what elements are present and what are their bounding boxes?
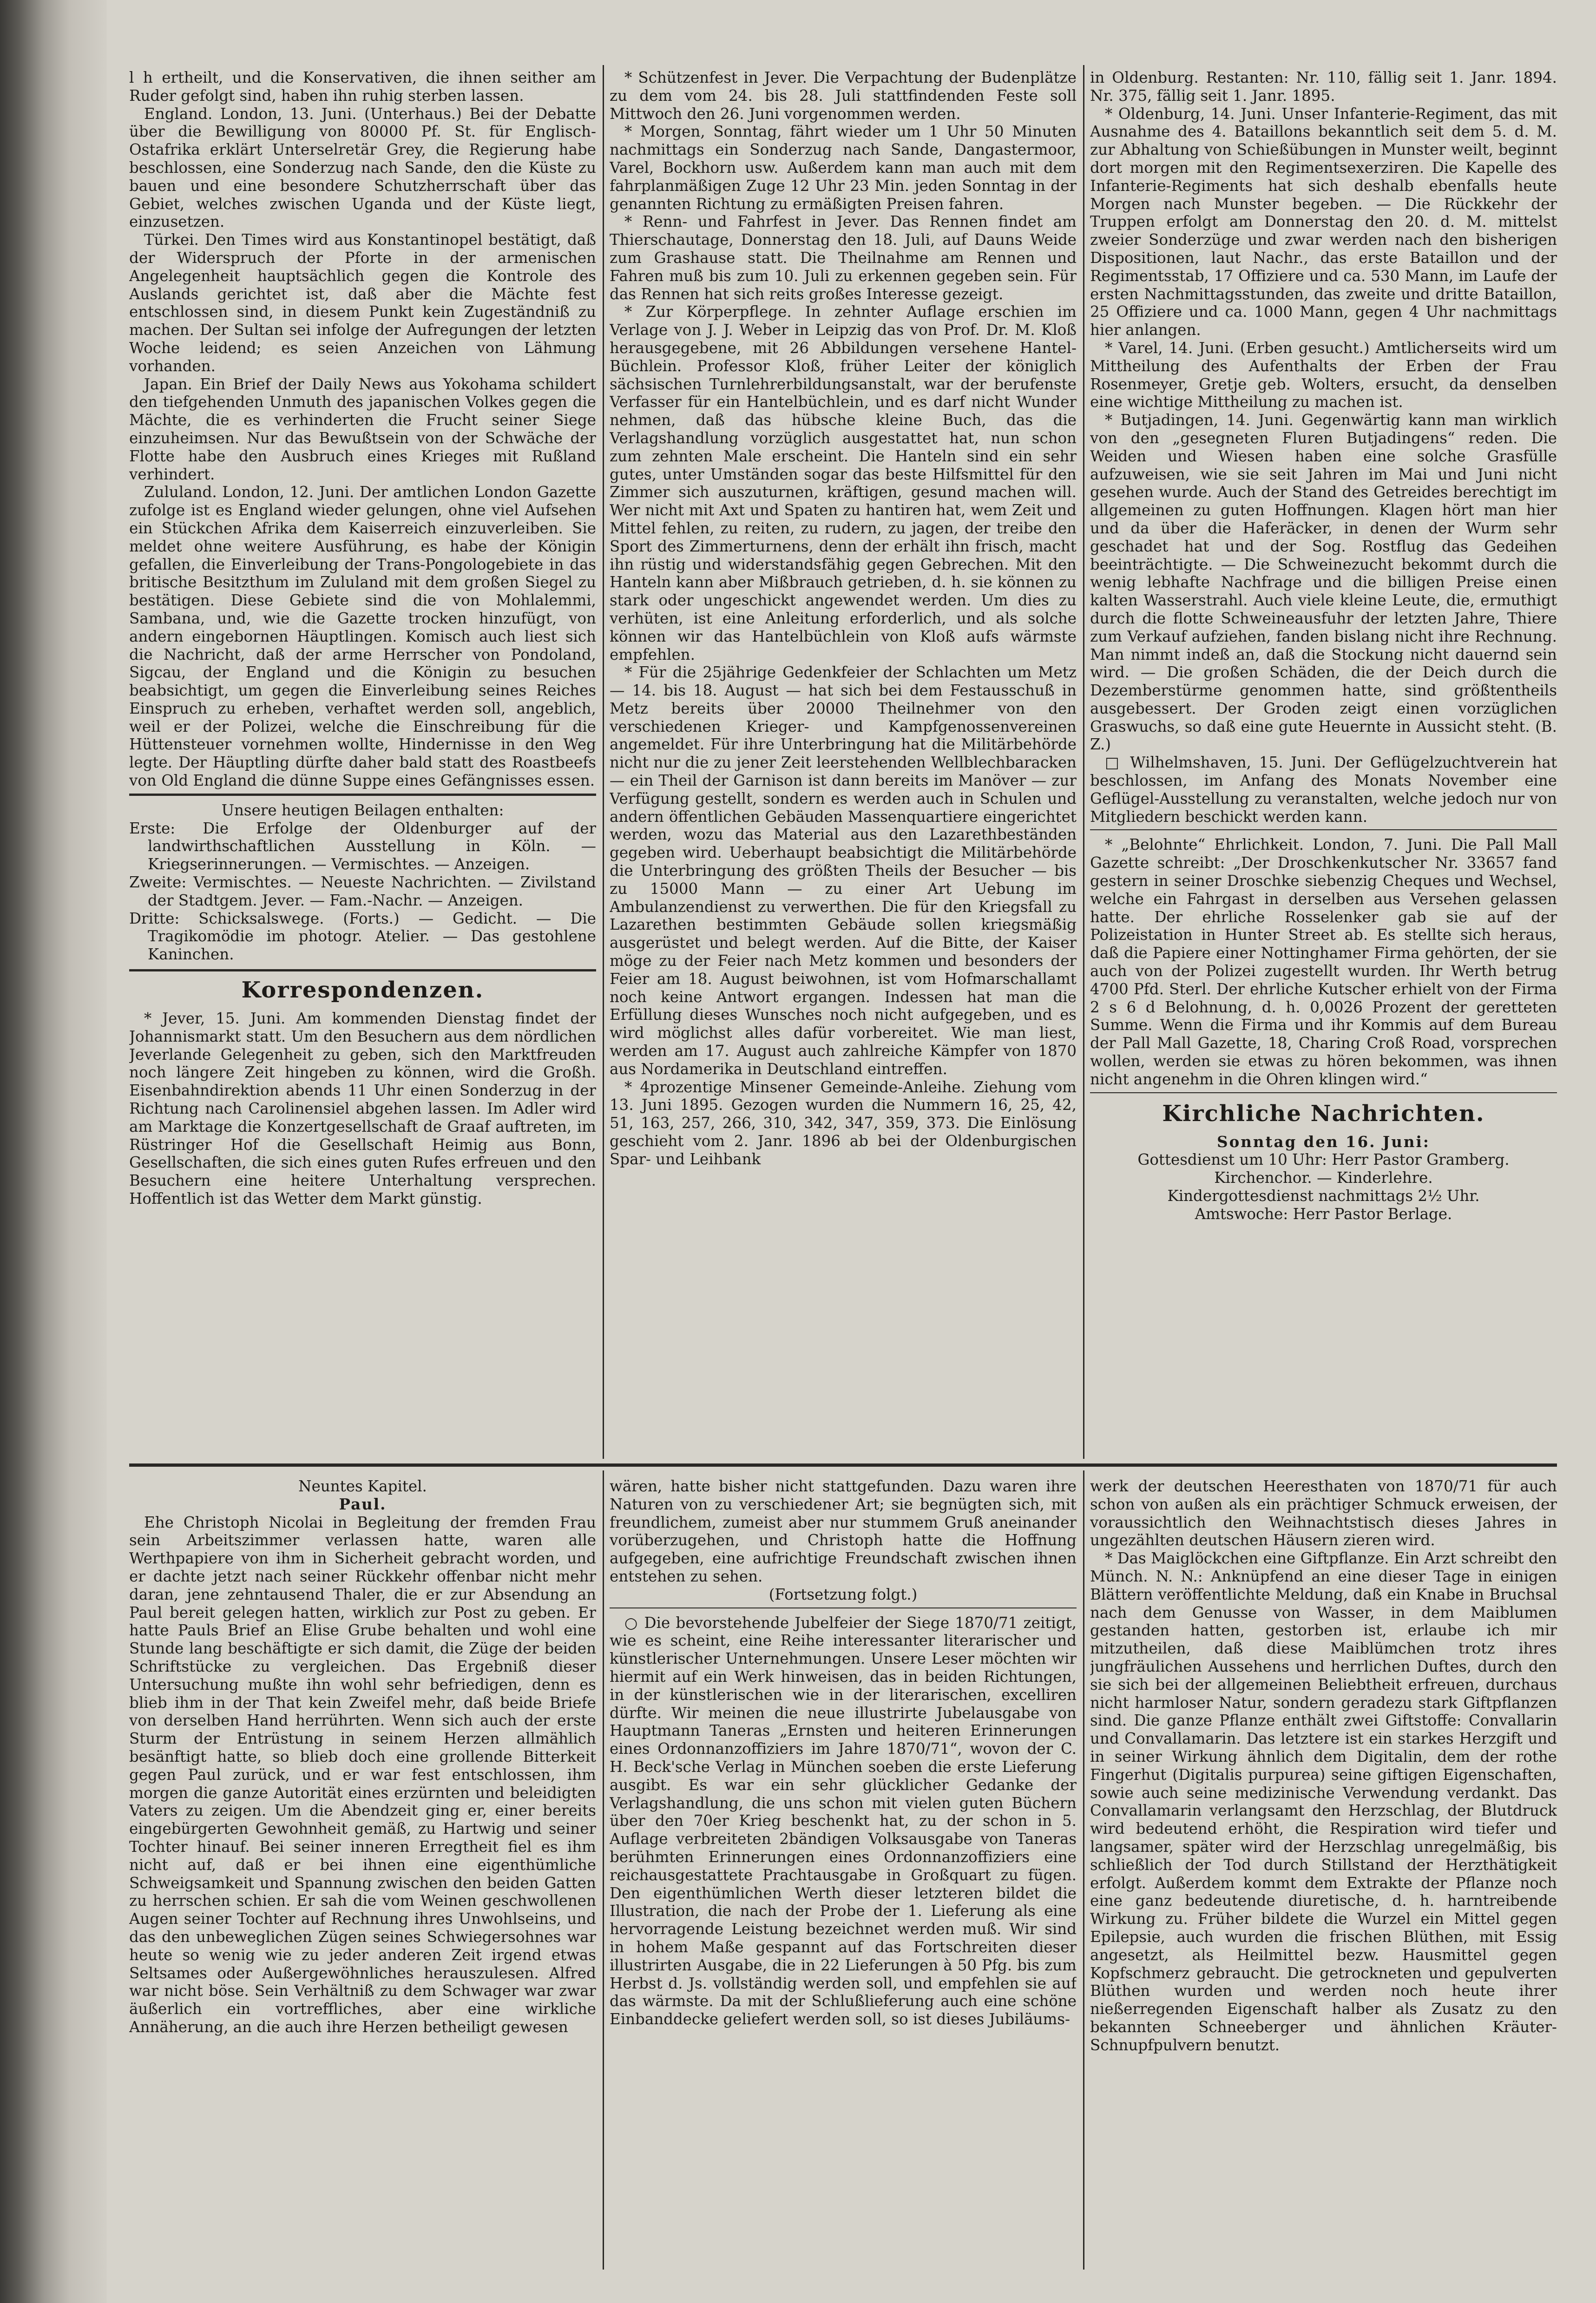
column-3-lower (1090, 1477, 1557, 2267)
column-separator (603, 1470, 604, 2270)
article-metz-gedenkfeier: * Für die 25jährige Gedenkfeier der Schlachten um Metz — 14. bis 18. August — hat sich bei dem Festausschuß in Metz bereits über 20000 Theilnehmer von den verschiedenen Krieger- und Kampfgenossenvereinen angemeldet. Für ihre Unterbringung hat die Militärbehörde nicht nur die zu jener Zeit leerstehenden Wellblechbaracken — ein Theil der Garnison ist dann bereits im Manöver — zur Verfügung gestellt, sondern es werden auch in Schulen und andern öffentlichen Gebäuden Massenquartiere eingerichtet werden, wozu das Material aus den Lazarethbeständen gegeben wird. Ueberhaupt beabsichtigt die Militärbehörde die Unterbringung des größten Theils der Besucher — bis zu 15000 Mann — zu einer Art Uebung im Ambulanzendienst zu verwerthen. Die für den Kriegsfall zu Lazarethen bestimmten Gebäude sollen kriegsmäßig ausgerüstet und belegt werden. Auf die Bitte, der Kaiser möge zu der Feier nach Metz kommen und besonders der Feier am 18. August beiwohnen, ist vom Hofmarschallamt noch keine Antwort ergangen. Indessen hat man die Erfüllung dieses Wunsches noch nicht aufgegeben, und es wird möglichst alles dafür vorbereitet. Wie man liest, werden am 17. August auch zahlreiche Kämpfer von 1870 aus Nordamerika in Deutschland eintreffen. (610, 663, 1077, 1078)
article-koerperpflege: * Zur Körperpflege. In zehnter Auflage erschien im Verlage von J. J. Weber in Leipzig das von Prof. Dr. M. Kloß herausgegebene, mit 26 Abbildungen versehene Hantel-Büchlein. Professor Kloß, früher Leiter der königlich sächsischen Turnlehrerbildungsanstalt, war der berufenste Verfasser für ein Hantelbüchlein, und es darf nicht Wunder nehmen, daß das hübsche kleine Buch, das die Verlagshandlung vorzüglich ausgestattet hat, nun schon zum zehnten Male erscheint. Die Hanteln sind ein sehr gutes, unter Umständen sogar das beste Hilfsmittel für den Zimmer sich auszuturnen, kräftigen, gesund machen will. Wer nicht mit Axt und Spaten zu hantiren hat, wem Zeit und Mittel fehlen, zu reiten, zu rudern, zu jagen, der treibe den Sport des Zimmerturnens, denn der erhält ihn frisch, macht ihn rüstig und widerstandsfähig gegen Gebrechen. Mit den Hanteln kann aber Mißbrauch getrieben, d. h. sie können zu stark oder ungeschickt angewendet werden. Um dies zu verhüten, ist eine Anleitung erforderlich, und als solche können wir das Hantelbüchlein von Kloß aufs wärmste empfehlen. (610, 303, 1077, 663)
serial-chapter: Neuntes Kapitel. (298, 1477, 427, 1495)
article-konservative: l h ertheilt, und die Konservativen, die ihnen seither am Ruder gefolgt sind, haben ihn ruhig sterben lassen. (129, 69, 596, 105)
column-1-lower (129, 1477, 596, 2267)
article-zululand: Zululand. London, 12. Juni. Der amtlichen London Gazette zufolge ist es England wieder gelungen, ohne viel Aufsehen ein Stückchen Afrika dem Kaiserreich einzuverleiben. Sie meldet ohne weitere Ausführung, es habe der Königin gefallen, die Einverleibung der Trans-Pongologebiete in das britische Besitzthum im Zululand mit dem großen Siegel zu bestätigen. Diese Gebiete sind die von Mohlalemmi, Sambana, und, wie die Gazette trocken hinzufügt, von andern eingebornen Häuptlingen. Komisch auch liest sich die Nachricht, daß der arme Herrscher von Pondoland, Sigcau, der England und die Königin zu besuchen beabsichtigt, um gegen die Einverleibung seines Reiches Einspruch zu erheben, verhaftet werden soll, angeblich, weil er der Polizei, welche die Einschreibung für die Hüttensteuer vornehmen wollte, Hindernisse in den Weg legte. Der Häuptling dürfte daher bald statt des Roastbeefs von Old England die dünne Suppe eines Gefängnisses essen. (129, 483, 596, 790)
kirchliche-heading: Kirchliche Nachrichten. (1162, 1100, 1485, 1127)
article-wilhelmshaven: □ Wilhelmshaven, 15. Juni. Der Geflügelzuchtverein hat beschlossen, im Anfang des Monats November eine Geflügel-Ausstellung zu veranstalten, welche jedoch nur von Mitgliedern beschickt werden kann. (1090, 754, 1557, 826)
beilagen-item: Erste: Die Erfolge der Oldenburger auf der landwirthschaftlichen Ausstellung in Köln. — Kriegserinnerungen. — Vermischtes. — Anzeigen. (129, 819, 596, 873)
beilagen-item: Dritte: Schicksalswege. (Forts.) — Gedicht. — Die Tragikomödie im photogr. Atelier. — Das gestohlene Kaninchen. (129, 909, 596, 964)
column-separator (1083, 1470, 1084, 2270)
article-sonderzug: * Morgen, Sonntag, fährt wieder um 1 Uhr 50 Minuten nachmittags ein Sonderzug nach Sande, Dangastermoor, Varel, Bockhorn usw. Außerdem kann man auch mit dem fahrplanmäßigen Zuge 12 Uhr 23 Min. jeden Sonntag in der genannten Richtung zu ermäßigten Preisen fahren. (610, 123, 1077, 213)
divider (1090, 829, 1557, 830)
beilagen-item: Zweite: Vermischtes. — Neueste Nachrichten. — Zivilstand der Stadtgem. Jever. — Fam.-Nachr. — Anzeigen. (129, 873, 596, 909)
column-1-upper (129, 69, 596, 1463)
column-3-upper (1090, 69, 1557, 1463)
serial-text: Ehe Christoph Nicolai in Begleitung der fremden Frau sein Arbeitszimmer verlassen hatte, waren alle Werthpapiere von ihm in Sicherheit gebracht worden, und er dachte jetzt nach seiner Rückkehr offenbar nicht mehr daran, jene zehntausend Thaler, die er zur Absendung an Paul bereit gelegen hatten, wirklich zur Post zu geben. Er hatte Pauls Brief an Elise Grube behalten und wohl eine Stunde lang beschäftigte er sich damit, die Züge der beiden Schriftstücke zu vergleichen. Das Ergebniß dieser Untersuchung mußte ihn wohl sehr befriedigen, denn es blieb ihm in der That kein Zweifel mehr, daß beide Briefe von derselben Hand herrührten. Wenn sich auch der erste Sturm der Entrüstung in seinem Herzen allmählich besänftigt hatte, so blieb doch eine grollende Bitterkeit gegen Paul zurück, und er war fest entschlossen, ihm morgen die ganze Autorität eines erzürnten und beleidigten Vaters zu zeigen. Um die Abendzeit ging er, einer bereits eingebürgerten Gewohnheit gemäß, zu Hartwig und seiner Tochter hinauf. Bei seiner inneren Erregtheit fiel es ihm nicht auf, daß er bei ihnen eine eigenthümliche Schweigsamkeit und Spannung zwischen den beiden Gatten zu herrschen schien. Er sah die vom Weinen geschwollenen Augen seiner Tochter auf Rechnung ihres Unwohlseins, und das den unbeweglichen Zügen seines Schwiegersohnes war heute so wenig wie zu jeder anderen Zeit irgend etwas Seltsames oder Außergewöhnliches herauszulesen. Alfred war nicht böse. Sein Verhältniß zu dem Schwager war zwar äußerlich ein vortreffliches, aber eine wirkliche Annäherung, an die auch ihre Herzen betheiligt gewesen (129, 1513, 596, 2036)
korrespondenzen-heading: Korrespondenzen. (241, 977, 484, 1004)
serial-text-continued: wären, hatte bisher nicht stattgefunden. Dazu waren ihre Naturen von zu verschiedener Art; sie begnügten sich, mit freundlichem, zumeist aber nur stummem Gruß aneinander vorüberzugehen, und Christoph hatte die Hoffnung aufgegeben, eine aufrichtige Freundschaft zwischen ihnen entstehen zu sehen. (610, 1477, 1077, 1585)
beilagen-box (129, 794, 596, 971)
serial-continuation-note: (Fortsetzung folgt.) (768, 1585, 918, 1603)
kirchliche-line: Kindergottesdienst nachmittags 2½ Uhr. (1167, 1187, 1480, 1205)
article-oldenburg-restanten: in Oldenburg. Restanten: Nr. 110, fällig seit 1. Janr. 1894. Nr. 375, fällig seit 1. Janr. 1895. (1090, 69, 1557, 105)
article-jubelausgabe-end: werk der deutschen Heeresthaten von 1870/71 für auch schon von außen als ein prächtiger Schmuck erweisen, der voraussichtlich den Weihnachtstisch dieses Jahres in ungezählten deutschen Häusern zieren wird. (1090, 1477, 1557, 1549)
article-rennfest: * Renn- und Fahrfest in Jever. Das Rennen findet am Thierschautage, Donnerstag den 18. Juli, auf Dauns Weide zum Grashause statt. Die Theilnahme am Rennen und Fahren muß bis zum 10. Juli zu erkennen gegeben sein. Für das Rennen hat sich reits großes Interesse gezeigt. (610, 213, 1077, 303)
article-varel: * Varel, 14. Juni. (Erben gesucht.) Amtlicherseits wird um Mittheilung des Aufenthalts der Erben der Frau Rosenmeyer, Gretje geb. Wolters, ersucht, da denselben eine wichtige Mittheilung zu machen ist. (1090, 339, 1557, 411)
kirchliche-line: Kirchenchor. — Kinderlehre. (1214, 1169, 1433, 1187)
article-jever-markt: * Jever, 15. Juni. Am kommenden Dienstag findet der Johannismarkt statt. Um den Besuchern aus dem nördlichen Jeverlande Gelegenheit zu geben, sich den Marktfreuden noch längere Zeit hingeben zu können, wird die Großh. Eisenbahndirektion abends 11 Uhr einen Sonderzug in der Richtung nach Carolinensiel abgehen lassen. Im Adler wird am Marktage die Konzertgesellschaft de Graaf auftreten, im Rüstringer Hof die Gesellschaft Heimig aus Bonn, Gesellschaften, die sich eines guten Rufes erfreuen und den Besuchern eine heitere Unterhaltung versprechen. Hoffentlich ist das Wetter dem Markt günstig. (129, 1010, 596, 1208)
beilagen-heading: Unsere heutigen Beilagen enthalten: (221, 801, 504, 819)
article-maigloeckchen: * Das Maiglöckchen eine Giftpflanze. Ein Arzt schreibt den Münch. N. N.: Anknüpfend an eine dieser Tage in einigen Blättern veröffentlichte Meldung, daß ein Knabe in Bruchsal nach dem Genusse von Wasser, in dem Maiblumen gestanden hatten, gestorben ist, erlaube ich mir mitzutheilen, daß diese Maiblümchen trotz ihres jungfräulichen Aussehens und herrlichen Duftes, durch den sie sich bei der allgemeinen Beliebtheit erfreuen, durchaus nicht harmloser Natur, sondern geradezu stark Giftpflanzen sind. Die ganze Pflanze enthält zwei Giftstoffe: Convallarin und Convallamarin. Das letztere ist ein starkes Herzgift und in seiner Wirkung ähnlich dem Digitalin, dem der rothe Fingerhut (Digitalis purpurea) seine giftigen Eigenschaften, sowie auch seine medizinische Verwendung verdankt. Das Convallamarin verlangsamt den Herzschlag, der Blutdruck wird bedeutend erhöht, die Respiration wird tiefer und langsamer, später wird der Herzschlag unregelmäßig, bis schließlich der Tod durch Stillstand der Herzthätigkeit erfolgt. Außerdem kommt dem Extrakte der Pflanze noch eine ganz bedeutende diuretische, d. h. harntreibende Wirkung zu. Früher bildete die Wurzel ein Mittel gegen Epilepsie, auch wurden die frischen Blüthen, mit Essig angesetzt, als Heilmittel bezw. Hausmittel gegen Kopfschmerz gebraucht. Die getrockneten und gepulverten Blüthen wurden und werden noch heute ihrer nießerregenden Eigenschaft halber als Zusatz zu den bekannten Schneeberger und ähnlichen Kräuter-Schnupfpulvern benutzt. (1090, 1549, 1557, 2054)
column-separator (1083, 65, 1084, 1459)
article-jubelausgabe: ○ Die bevorstehende Jubelfeier der Siege 1870/71 zeitigt, wie es scheint, eine Reihe interessanter literarischer und künstlerischer Unternehmungen. Unsere Leser möchten wir hiermit auf ein Werk hinweisen, das in beiden Richtungen, in der künstlerischen wie in der literarischen, excelliren dürfte. Wir meinen die neue illustrirte Jubelausgabe von Hauptmann Taneras „Ernsten und heiteren Erinnerungen eines Ordonnanzoffiziers im Jahre 1870/71“, wovon der C. H. Beck'sche Verlag in München soeben die erste Lieferung ausgibt. Es war ein sehr glücklicher Gedanke der Verlagshandlung, die uns schon mit vielen guten Büchern über den 70er Krieg beschenkt hat, zu der schon in 5. Auflage verbreiteten 2bändigen Volksausgabe von Taneras berühmten Erinnerungen eines Ordonnanzoffiziers eine reichausgestattete Prachtausgabe in Großquart zu fügen. Den eigenthümlichen Werth dieser letzteren bildet die Illustration, die nach der Probe der 1. Lieferung als eine hervorragende Leistung bezeichnet werden muß. Wir sind in hohem Maße gespannt auf das Fortschreiten dieser illustrirten Ausgabe, die in 22 Lieferungen à 50 Pfg. bis zum Herbst d. Js. vollständig werden soll, und empfehlen sie auf das wärmste. Da mit der Schlußlieferung auch eine schöne Einbanddecke geliefert werden soll, so ist dieses Jubiläums- (610, 1614, 1077, 2028)
serial-title: Paul. (339, 1495, 387, 1513)
kirchliche-sunday: Sonntag den 16. Juni: (1217, 1132, 1430, 1151)
book-binding-edge (0, 0, 107, 2303)
kirchliche-line: Amtswoche: Herr Pastor Berlage. (1195, 1205, 1452, 1223)
article-japan: Japan. Ein Brief der Daily News aus Yokohama schildert den tiefgehenden Unmuth des japanischen Volkes gegen die Mächte, die es verhinderten die Frucht seiner Siege einzuheimsen. Nur das Bewußtsein von der Schwäche der Flotte habe den Ausbruch eines Krieges mit Rußland verhindert. (129, 375, 596, 483)
column-2-lower (610, 1477, 1077, 2267)
article-england: England. London, 13. Juni. (Unterhaus.) Bei der Debatte über die Bewilligung von 80000 Pf. St. für Englisch-Ostafrika erklärt Unterselretär Grey, die Regierung habe beschlossen, eine Sonderzug nach Sande, den die Küste zu bauen und eine besondere Schutzherrschaft über das Gebiet, welches zwischen Uganda und der Küste liegt, einzusetzen. (129, 105, 596, 231)
article-tuerkei: Türkei. Den Times wird aus Konstantinopel bestätigt, daß der Widerspruch der Pforte in der armenischen Angelegenheit hauptsächlich gegen die Kontrole des Auslands gerichtet ist, daß aber die Mächte fest entschlossen sind, in diesem Punkt kein Zugeständniß zu machen. Der Sultan sei infolge der Aufregungen der letzten Woche leidend; es seien Anzeichen von Lähmung vorhanden. (129, 231, 596, 375)
article-minsener-anleihe: * 4prozentige Minsener Gemeinde-Anleihe. Ziehung vom 13. Juni 1895. Gezogen wurden die Nummern 16, 25, 42, 51, 163, 257, 266, 310, 342, 347, 359, 373. Die Einlösung geschieht vom 2. Janr. 1896 ab bei der Oldenburgischen Spar- und Leihbank (610, 1078, 1077, 1168)
article-butjadingen: * Butjadingen, 14. Juni. Gegenwärtig kann man wirklich von den „gesegneten Fluren Butjadingens“ reden. Die Weiden und Wiesen haben eine solche Grasfülle aufzuweisen, wie sie seit Jahren im Mai und Juni nicht gesehen wurde. Auch der Stand des Getreides berechtigt im allgemeinen zu guten Hoffnungen. Klagen hört man hier und da über die Haferäcker, in denen der Wurm sehr geschadet hat und der Sog. Rostflug das Gedeihen beeinträchtigte. — Die Schweinezucht bekommt durch die wenig lebhafte Nachfrage und die billigen Preise einen kalten Wasserstrahl. Auch viele kleine Leute, die, ermuthigt durch die flotte Schweineausfuhr der letzten Jahre, Thiere zum Verkauf aufziehen, fanden bislang nicht ihre Rechnung. Man nimmt indeß an, daß die Stockung nicht dauernd sein wird. — Die großen Schäden, die der Deich durch die Dezemberstürme genommen hatte, sind größtentheils ausgebessert. Der Groden zeigt einen vorzüglichen Graswuchs, so daß eine gute Heuernte in Aussicht steht. (B. Z.) (1090, 411, 1557, 754)
kirchliche-line: Gottesdienst um 10 Uhr: Herr Pastor Gramberg. (1137, 1151, 1510, 1169)
column-2-upper (610, 69, 1077, 1463)
feuilleton-rule (129, 1463, 1557, 1467)
divider (1090, 1092, 1557, 1093)
article-schuetzenfest: * Schützenfest in Jever. Die Verpachtung der Budenplätze zu dem vom 24. bis 28. Juli stattfindenden Feste soll Mittwoch den 26. Juni vorgenommen werden. (610, 69, 1077, 123)
column-separator (603, 65, 604, 1459)
article-oldenburg-regiment: * Oldenburg, 14. Juni. Unser Infanterie-Regiment, das mit Ausnahme des 4. Bataillons bekanntlich seit dem 5. d. M. zur Abhaltung von Schießübungen in Munster weilt, beginnt dort morgen mit den Regimentsexerziren. Die Kapelle des Infanterie-Regiments hat sich deshalb ebenfalls heute Morgen nach Munster begeben. — Die Rückkehr der Truppen erfolgt am Donnerstag den 20. d. M. mittelst zweier Sonderzüge und zwar werden nach den bisherigen Dispositionen, laut Nachr., das erste Bataillon und der Regimentsstab, 17 Offiziere und ca. 530 Mann, im Laufe der ersten Nachmittagsstunden, das zweite und dritte Bataillon, 25 Offiziere und ca. 1000 Mann, gegen 4 Uhr nachmittags hier anlangen. (1090, 105, 1557, 339)
article-ehrlichkeit: * „Belohnte“ Ehrlichkeit. London, 7. Juni. Die Pall Mall Gazette schreibt: „Der Droschkenkutscher Nr. 33657 fand gestern in seiner Droschke siebenzig Cheques und Wechsel, welche ein Fahrgast in derselben aus Versehen gelassen hatte. Der ehrliche Rosselenker gab sie auf der Polizeistation in Hunter Street ab. Es stellte sich heraus, daß die Papiere einer Nottinghamer Firma gehörten, der sie auch von der Polizei zugestellt wurden. Ihr Werth betrug 4700 Pfd. Sterl. Der ehrliche Kutscher erhielt von der Firma 2 s 6 d Belohnung, d. h. 0,0026 Prozent der geretteten Summe. Wenn die Firma und ihr Kommis auf dem Bureau der Pall Mall Gazette, 18, Charing Croß Road, vorsprechen wollen, werden sie etwas zu hören bekommen, was ihnen nicht angenehm in die Ohren klingen wird.“ (1090, 836, 1557, 1088)
